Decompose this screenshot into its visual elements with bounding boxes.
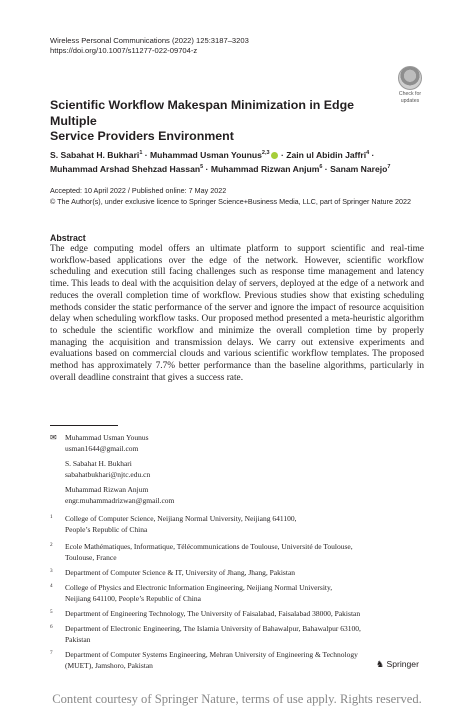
author-name[interactable]: S. Sabahat H. Bukhari: [50, 149, 140, 160]
author-name[interactable]: Muhammad Usman Younus: [150, 149, 262, 160]
article-title: [50, 98, 370, 145]
author-affiliation-ref: 6: [319, 164, 323, 171]
correspondence-entry: [65, 459, 150, 480]
correspondence-name: Muhammad Rizwan Anjum: [65, 485, 149, 494]
copyright-line: © The Author(s), under exclusive licence to Springer Science+Business Media, LLC, part of Springer Nature 2022: [50, 196, 411, 206]
correspondence-name: S. Sabahat H. Bukhari: [65, 459, 132, 468]
affiliation-number: 7: [50, 650, 53, 656]
affiliation-line: (MUET), Jamshoro, Pakistan: [65, 660, 153, 670]
author-name[interactable]: Sanam Narejo: [330, 164, 388, 175]
publisher-logo: [376, 659, 419, 670]
affiliation-number: 2: [50, 542, 53, 548]
author-affiliation-ref: 4: [366, 150, 370, 156]
publication-dates: [50, 186, 440, 207]
affiliation-line: Department of Computer Science & IT, University of Jhang, Jhang, Pakistan: [65, 568, 296, 577]
author-affiliation-ref: 5: [200, 164, 204, 171]
publisher-name: Springer: [386, 659, 419, 669]
affiliation-line: College of Physics and Electronic Information Engineering, Neijiang Normal University,: [65, 583, 333, 592]
affiliation-line: Neijiang 641100, People’s Republic of China: [65, 593, 201, 603]
springer-horse-icon: ♞: [376, 659, 385, 669]
correspondence-email[interactable]: engr.muhammadrizwan@gmail.com: [65, 495, 175, 505]
affiliation-line: Pakistan: [65, 634, 91, 644]
affiliation-line: Department of Electronic Engineering, The Islamia University of Bahawalpur, Bahawalpur 63100,: [65, 624, 361, 633]
author-affiliation-ref: 2,3: [261, 150, 270, 156]
badge-label-1: Check for: [398, 91, 422, 97]
doi-link[interactable]: https://doi.org/10.1007/s11277-022-09704-z: [50, 46, 198, 55]
author-name[interactable]: Muhammad Rizwan Anjum: [210, 164, 320, 175]
correspondence-email[interactable]: usman1644@gmail.com: [65, 443, 139, 453]
badge-label-2: updates: [400, 98, 420, 104]
correspondence-entry: [65, 433, 149, 454]
affiliation-line: Ecole Mathématiques, Informatique, Télécommunications de Toulouse, Université de Toulouse,: [65, 542, 353, 551]
author-name[interactable]: Muhammad Arshad Shehzad Hassan: [50, 164, 201, 175]
courtesy-notice: Content courtesy of Springer Nature, terms of use apply. Rights reserved.: [52, 692, 422, 706]
affiliation-line: Toulouse, France: [65, 552, 117, 562]
title-line-1: Scientific Workflow Makespan Minimization in Edge Multiple: [50, 98, 355, 128]
author-line-1: S. Sabahat H. Bukhari$^1$ · Muhammad Usman Younus$^{2,3}$ · Zain ul Abidin Jaffri$^4$ ·: [50, 149, 375, 160]
footnote-divider: [50, 425, 118, 426]
author-affiliation-ref: 7: [387, 164, 391, 171]
affiliation-number: 5: [50, 609, 53, 615]
check-updates-icon: [398, 66, 422, 90]
author-line-2: Muhammad Arshad Shehzad Hassan$^5$ · Muhammad Rizwan Anjum$^6$ · Sanam Narejo$^7$: [50, 164, 391, 175]
abstract-body: The edge computing model offers an ultimate platform to support scientific and real-time workflow-based applications over the edge of the network. However, scientific workflow scheduling and execution still facing challenges such as response time management and latency time. This leads to deal with the acquisition delay of servers, deployed at the edge of a network and reduces the overall completion time of workflow. Previous studies show that existing scheduling methods consider the static performance of the server and ignore the impact of resource acquisition delay when scheduling workflow tasks. Our proposed method presented a meta-heuristic algorithm to schedule the scientific workflow and minimize the overall completion time by properly managing the acquisition and transmission delays. We carry out extensive experiments and evaluations based on commercial clouds and various scientific workflow templates. The proposed method has approximately 7.7% better performance than the baseline algorithms, particularly in overall deadline constraint that gives a success rate.: [50, 244, 424, 383]
abstract-heading: Abstract: [50, 233, 86, 243]
affiliation-number: 4: [50, 583, 53, 589]
check-for-updates-badge[interactable]: [392, 66, 428, 106]
correspondence-email[interactable]: sabahatbukhari@njtc.edu.cn: [65, 469, 151, 479]
affiliation-line: Department of Engineering Technology, The University of Faisalabad, Faisalabad 38000, Pakistan: [65, 609, 361, 618]
author-affiliation-ref: 1: [139, 150, 143, 156]
journal-citation: Wireless Personal Communications (2022) 125:3187–3203: [50, 36, 249, 45]
affiliation-number: 1: [50, 514, 53, 520]
author-list: [50, 147, 430, 176]
affiliation-line: College of Computer Science, Neijiang Normal University, Neijiang 641100,: [65, 514, 297, 523]
dates-line: Accepted: 10 April 2022 / Published online: 7 May 2022: [50, 186, 227, 195]
correspondence-name: Muhammad Usman Younus: [65, 433, 149, 442]
envelope-icon: ✉: [50, 433, 57, 442]
journal-header: [50, 36, 249, 56]
orcid-icon[interactable]: [271, 152, 278, 159]
affiliation-number: 3: [50, 568, 53, 574]
affiliation-line: Department of Computer Systems Engineering, Mehran University of Engineering & Technology: [65, 650, 358, 659]
affiliation-line: People’s Republic of China: [65, 524, 148, 534]
title-line-2: Service Providers Environment: [50, 129, 234, 143]
affiliation-number: 6: [50, 624, 53, 630]
author-name[interactable]: Zain ul Abidin Jaffri: [286, 149, 367, 160]
correspondence-entry: [65, 485, 174, 506]
